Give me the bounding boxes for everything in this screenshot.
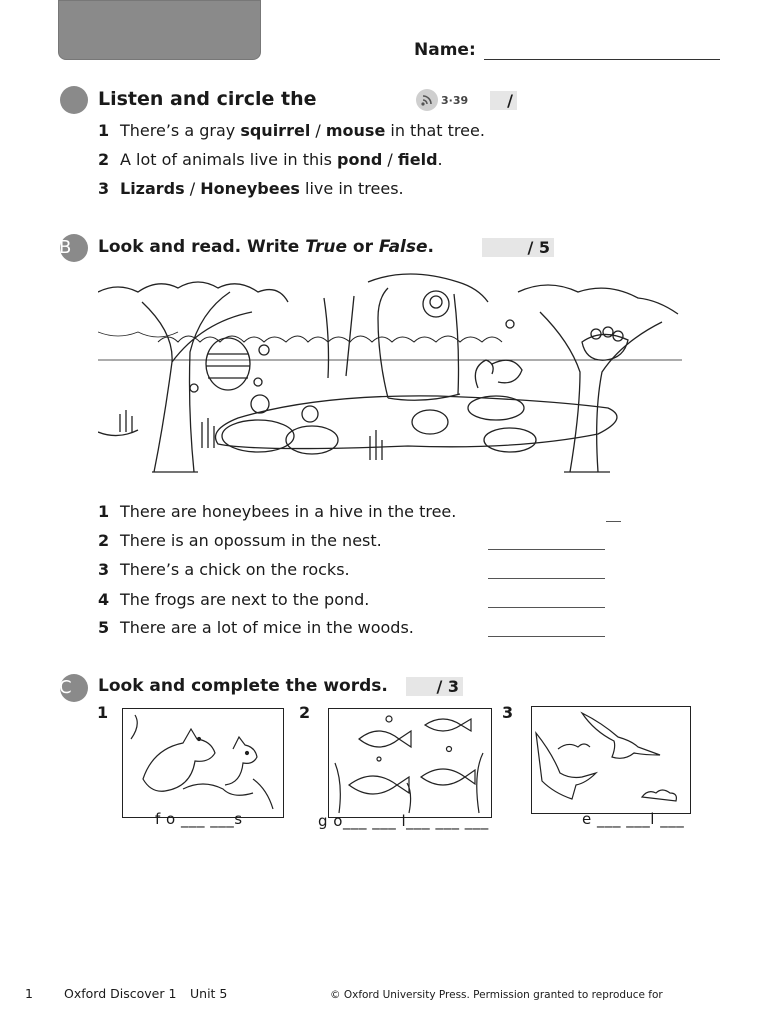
audio-track-number: 3·39	[441, 93, 469, 107]
option-lizards[interactable]: Lizards	[120, 179, 185, 198]
word-blank-3[interactable]: e ___ ___l ___	[582, 810, 685, 828]
option-field[interactable]: field	[397, 150, 438, 169]
audio-icon[interactable]	[416, 89, 438, 111]
section-c-marker: C	[60, 674, 88, 702]
option-pond[interactable]: pond	[337, 150, 383, 169]
picture-number-3: 3	[502, 703, 514, 722]
section-a-item-1: 1 There’s a gray squirrel / mouse in that tree.	[98, 121, 485, 140]
answer-line-3[interactable]	[488, 577, 605, 579]
section-b-item-2: 2 There is an opossum in the nest.	[98, 531, 382, 550]
answer-line-2[interactable]	[488, 548, 605, 550]
name-input-line[interactable]	[484, 41, 720, 60]
word-blank-1[interactable]: f o ___ ___s	[155, 810, 243, 828]
name-label: Name:	[414, 40, 476, 60]
section-c-title: Look and complete the words.	[98, 676, 388, 696]
option-squirrel[interactable]: squirrel	[240, 121, 311, 140]
answer-line-1[interactable]	[606, 520, 621, 522]
section-c-score: / 3	[406, 677, 463, 696]
section-a-item-3: 3 Lizards / Honeybees live in trees.	[98, 179, 404, 198]
section-b-item-4: 4 The frogs are next to the pond.	[98, 590, 370, 609]
unit-label: Unit 5	[190, 986, 228, 1001]
option-honeybees[interactable]: Honeybees	[200, 179, 300, 198]
section-a-item-2: 2 A lot of animals live in this pond / field.	[98, 150, 443, 169]
picture-number-1: 1	[97, 703, 109, 722]
name-field-row	[414, 40, 720, 60]
section-b-item-3: 3 There’s a chick on the rocks.	[98, 560, 350, 579]
section-b-item-1: 1 There are honeybees in a hive in the tree.	[98, 502, 457, 521]
section-b-title: Look and read. Write True or False.	[98, 237, 434, 257]
eagles-picture	[531, 706, 691, 814]
answer-line-4[interactable]	[488, 606, 605, 608]
section-b-score: / 5	[482, 238, 554, 257]
header-tab	[58, 0, 261, 60]
section-b-item-5: 5 There are a lot of mice in the woods.	[98, 618, 414, 637]
option-mouse[interactable]: mouse	[325, 121, 386, 140]
section-a-title: Listen and circle the	[98, 88, 317, 110]
woods-scene-picture	[98, 272, 682, 478]
section-a-marker	[60, 86, 88, 114]
goldfish-picture	[328, 708, 492, 818]
page-number: 1	[25, 986, 33, 1001]
audio-track[interactable]	[416, 89, 468, 111]
foxes-picture	[122, 708, 284, 818]
picture-number-2: 2	[299, 703, 311, 722]
copyright-notice: © Oxford University Press. Permission granted to reproduce for	[330, 989, 663, 1001]
section-b-marker: B	[60, 234, 88, 262]
book-title: Oxford Discover 1	[64, 986, 177, 1001]
answer-line-5[interactable]	[488, 635, 605, 637]
section-a-score: /	[490, 91, 517, 110]
word-blank-2[interactable]: g o___ ___ l___ ___ ___	[318, 812, 489, 830]
